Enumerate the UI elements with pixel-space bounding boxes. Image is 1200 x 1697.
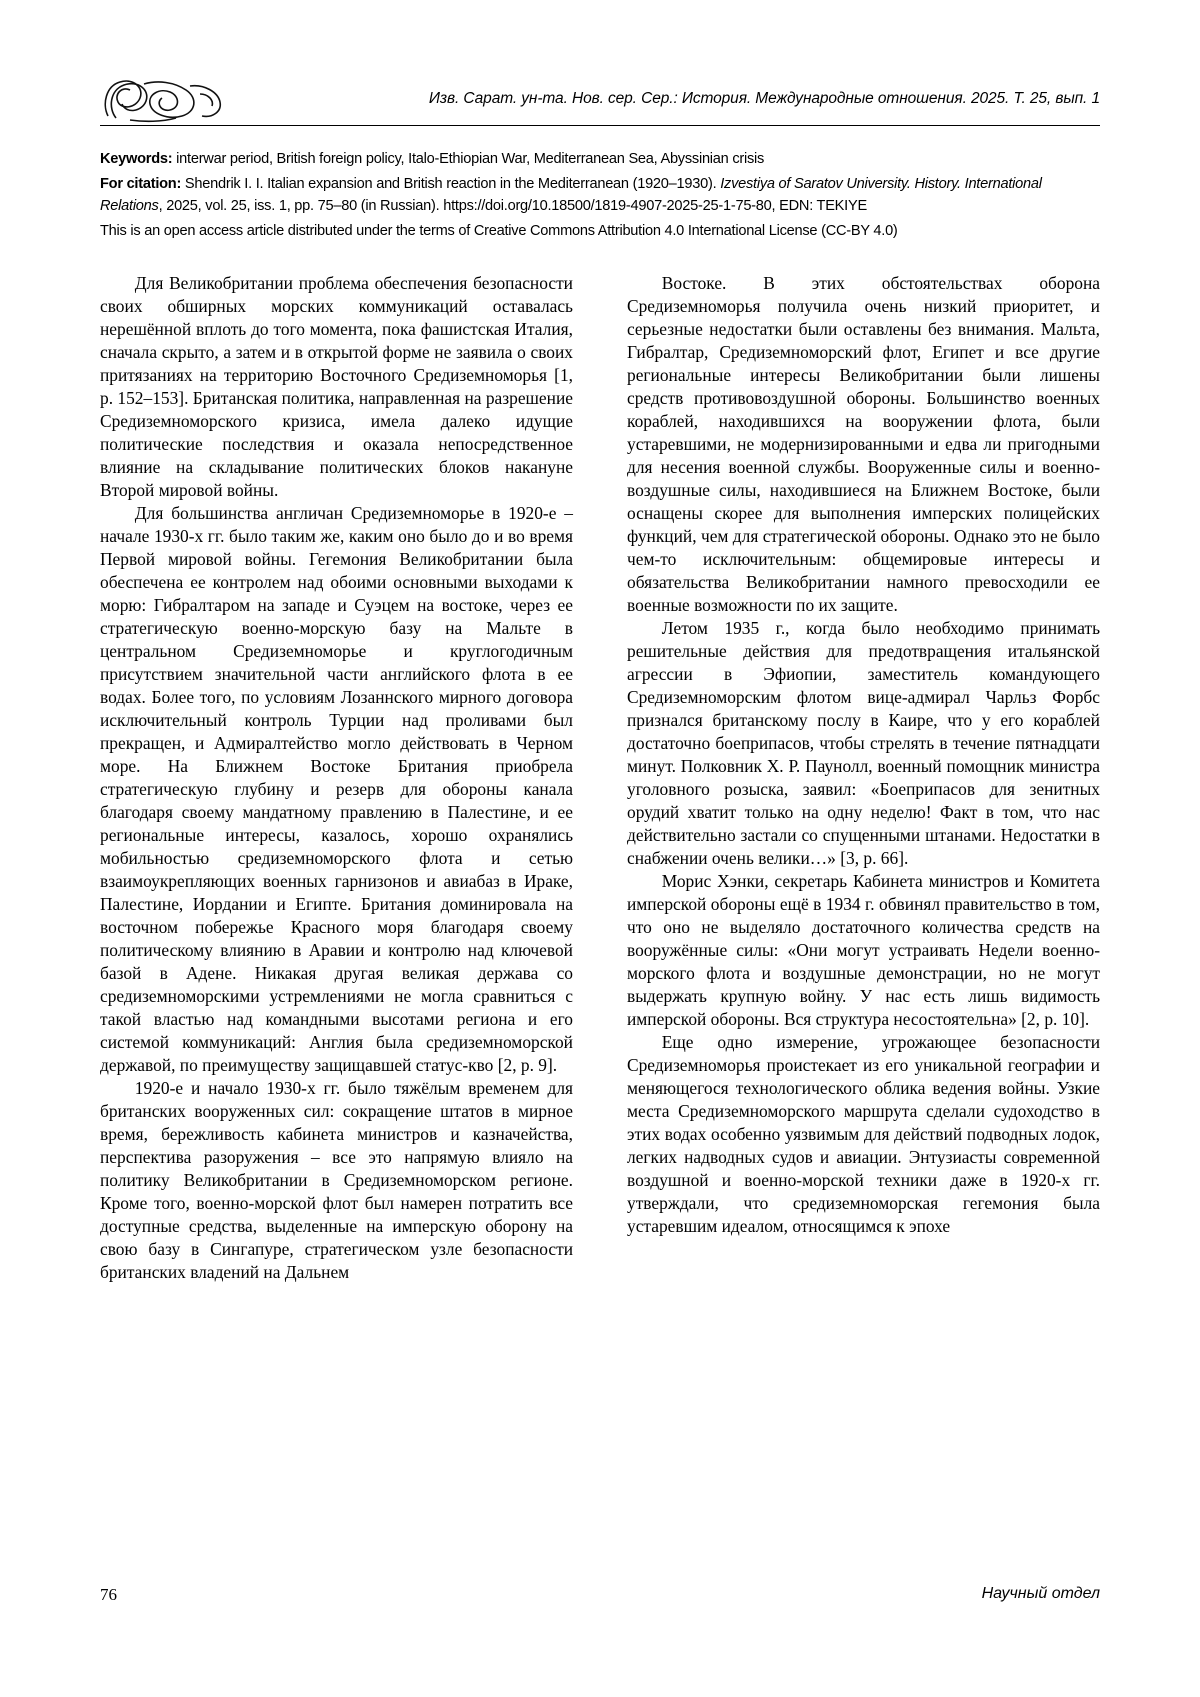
journal-header-line: Изв. Сарат. ун-та. Нов. сер. Сер.: История. Международные отношения. 2025. Т. 25, вып. 1 [428, 90, 1100, 107]
paragraph: 1920-е и начало 1930-х гг. было тяжёлым временем для британских вооруженных сил: сокращение штатов в мирное время, бережливость кабинета министров и казначейства, перспектива разоружения – все это напрямую влияло на политику Великобритании в Средиземноморском регионе. Кроме того, военно-морской флот был намерен потратить все доступные средства, выделенные на имперскую оборону на свою базу в Сингапуре, стратегическом узле безопасности британских владений на Дальнем [100, 1078, 573, 1282]
section-label: Научный отдел [981, 1585, 1100, 1602]
page-header [100, 78, 1100, 130]
keywords-line [100, 148, 1100, 171]
paragraph: Еще одно измерение, угрожающее безопасности Средиземноморья проистекает из его уникальной географии и меняющегося технологического облика ведения войны. Узкие места Средиземноморского маршрута сделали судоходство в этих водах особенно уязвимым для действий подводных лодок, легких надводных судов и авиации. Энтузиасты современной воздушной и военно-морской техники даже в 1920-х гг. утверждали, что средиземноморская гегемония была устаревшим идеалом, относящимся к эпохе [627, 1032, 1100, 1236]
paragraph: Для большинства англичан Средиземноморье в 1920-е – начале 1930-х гг. было таким же, каким оно было до и во время Первой мировой войны. Гегемония Великобритании была обеспечена ее контролем над обоими основными выходами к морю: Гибралтаром на западе и Суэцем на востоке, через ее стратегическую военно-морскую базу на Мальте в центральном Средиземноморье и круглогодичным присутствием значительной части английского флота в ее водах. Более того, по условиям Лозаннского мирного договора исключительный контроль Турции над проливами был прекращен, и Адмиралтейство могло действовать в Черном море. На Ближнем Востоке Британия приобрела стратегическую глубину и резерв для обороны канала благодаря своему мандатному правлению в Палестине, и ее региональные интересы, казалось, хорошо охранялись мобильностью средиземноморского флота и сетью взаимоукрепляющих военных гарнизонов и авиабаз в Ираке, Палестине, Иордании и Египте. Британия доминировала на восточном побережье Красного моря благодаря своему политическому влиянию в Аравии и контролю над ключевой базой в Адене. Никакая другая великая держава со средиземноморскими устремлениями не могла сравниться с такой властью над командными высотами региона и его системой коммуникаций: Англия была средиземноморской державой, по преимуществу защищавшей статус-кво [2, p. 9]. [100, 503, 573, 1075]
citation-text-part1: Shendrik I. I. Italian expansion and British reaction in the Mediterranean (1920–1930). [181, 175, 721, 192]
journal-emblem-icon [100, 76, 240, 124]
paragraph: Летом 1935 г., когда было необходимо принимать решительные действия для предотвращения итальянской агрессии в Эфиопии, заместитель командующего Средиземноморским флотом вице-адмирал Чарльз Форбс признался британскому послу в Каире, что у его кораблей достаточно боеприпасов, чтобы стрелять в течение пятнадцати минут. Полковник Х. Р. Паунолл, военный помощник министра уголовного розыска, заявил: «Боеприпасов для зенитных орудий хватит только на одну неделю! Факт в том, что нас действительно застали со спущенными штанами. Недостатки в снабжении очень велики…» [3, p. 66]. [627, 618, 1100, 868]
citation-journal-name: Izvestiya of Saratov University. History. International Relations [100, 175, 1042, 215]
paragraph: Морис Хэнки, секретарь Кабинета министров и Комитета имперской обороны ещё в 1934 г. обвинял правительство в том, что оно не выделяло достаточного количества средств на вооружённые силы: «Они могут устраивать Недели военно-морского флота и воздушные демонстрации, но не могут выдержать крупную войну. У нас есть лишь видимость имперской обороны. Вся структура несостоятельна» [2, p. 10]. [627, 871, 1100, 1029]
page-number: 76 [100, 1585, 117, 1604]
keywords-label: Keywords: [100, 151, 173, 167]
right-column [627, 272, 1100, 1542]
header-divider [100, 125, 1100, 126]
citation-label: For citation: [100, 175, 182, 192]
paragraph: Востоке. В этих обстоятельствах оборона Средиземноморья получила очень низкий приоритет, и серьезные недостатки были оставлены без внимания. Мальта, Гибралтар, Средиземноморский флот, Египет и все другие региональные интересы Великобритании были лишены средств противовоздушной обороны. Большинство военных кораблей, находившихся на вооружении флота, были устаревшими, не модернизированными и едва ли пригодными для несения военной службы. Вооруженные силы и военно-воздушные силы, находившиеся на Ближнем Востоке, были оснащены скорее для выполнения имперских полицейских функций, чем для стратегической обороны. Однако это не было чем-то исключительным: общемировые интересы и обязательства Великобритании намного превосходили ее военные возможности по их защите. [627, 273, 1100, 615]
left-column [100, 272, 573, 1542]
paragraph: Для Великобритании проблема обеспечения безопасности своих обширных морских коммуникаций оставалась нерешённой вплоть до того момента, пока фашистская Италия, сначала скрыто, а затем и в открытой форме не заявила о своих притязаниях на территорию Восточного Средиземноморья [1, p. 152–153]. Британская политика, направленная на разрешение Средиземноморского кризиса, имела далеко идущие политические последствия и оказала непосредственное влияние на складывание политических блоков накануне Второй мировой войны. [100, 273, 573, 500]
citation-text-part2: , 2025, vol. 25, iss. 1, pp. 75–80 (in Russian). https://doi.org/10.18500/1819-4907-2025-25-1-75-80, EDN: TEKIYE [158, 198, 867, 215]
article-body [100, 272, 1100, 1542]
license-note: This is an open access article distributed under the terms of Creative Commons Attribution 4.0 International License (CC-BY 4.0) [100, 222, 898, 239]
article-frontmatter [100, 148, 1100, 244]
citation-line [100, 173, 1100, 218]
keywords-text: interwar period, British foreign policy, Italo-Ethiopian War, Mediterranean Sea, Abyssinian crisis [172, 151, 765, 167]
page-footer [100, 1585, 1100, 1609]
